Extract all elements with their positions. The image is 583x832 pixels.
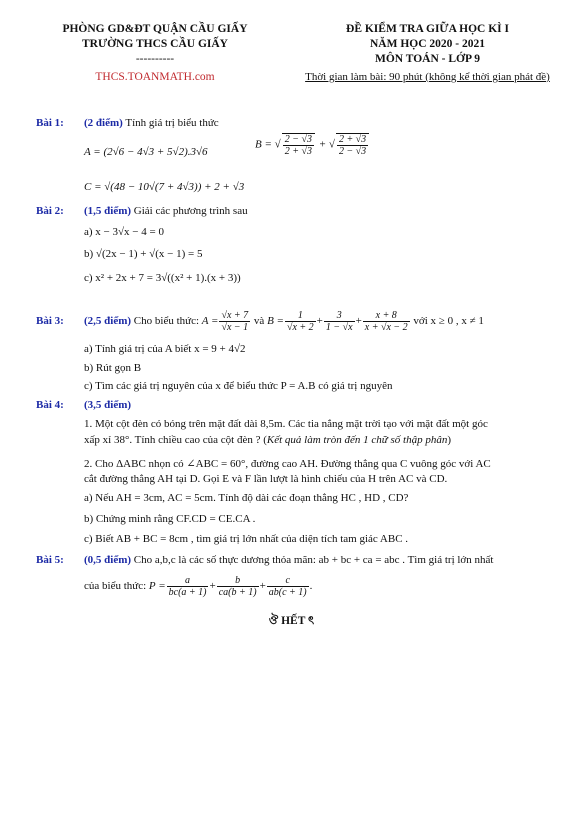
bai3-item-a: a) Tính giá trị của A biết x = 9 + 4√2 [84, 343, 246, 355]
subject: MÔN TOÁN - LỚP 9 [375, 53, 480, 65]
bai3-points: (2,5 điểm) [84, 315, 132, 328]
site-link[interactable]: THCS.TOANMATH.com [95, 71, 215, 83]
exam-title: ĐỀ KIỂM TRA GIỮA HỌC KÌ I [346, 23, 509, 35]
bai2-item-a: a) x − 3√x − 4 = 0 [84, 226, 164, 238]
bai3-prompt: Cho biểu thức: [133, 315, 200, 328]
bai4-part2-line2: cắt đường thẳng AH tại D. Gọi E và F lần lượt là hình chiếu của H trên AC và CD. [84, 473, 448, 485]
bai4-part2-line1: 2. Cho ΔABC nhọn có ∠ABC = 60°, đường cao AH. Đường thẳng qua C vuông góc với AC [84, 458, 491, 470]
bai1-B-frac-2: $\frac{2 + √3}{2 - √3}$ [336, 133, 369, 157]
bai1-B-frac-1: $\frac{2 - √3}{2 + √3}$ [282, 133, 315, 157]
bai5-line2: của biểu thức: P = $\frac{a}{bc(a + 1)}$ + $\frac{b}{ca(b + 1)}$ + $\frac{c}{ab(c + 1)}$ . [84, 575, 313, 598]
header-left [30, 22, 280, 85]
bai3-B-frac-1: $\frac{1}{√x + 2}$ [286, 310, 314, 333]
bai5-frac-2: $\frac{b}{ca(b + 1)}$ [218, 575, 257, 598]
bai2-label: Bài 2: [36, 205, 64, 217]
bai3-B-frac-2: $\frac{3}{1 - √x}$ [325, 310, 353, 333]
bai4-part1-line2: xấp xỉ 38°. Tính chiều cao của cột đèn ? (Kết quả làm tròn đến 1 chữ số thập phân) [84, 434, 452, 446]
bai2-points: (1,5 điểm) [84, 205, 132, 217]
bai3-B-frac-3: $\frac{x + 8}{x + √x - 2}$ [364, 310, 408, 333]
bai3-item-b: b) Rút gọn B [84, 362, 142, 374]
bai4-part1-line1: 1. Một cột đèn có bóng trên mặt đất dài 8,5m. Các tia nắng mặt trời tạo với mặt đất một góc [84, 418, 488, 430]
bai1-expr-A: A = (2√6 − 4√3 + 5√2).3√6 [84, 146, 208, 158]
bai3-label: Bài 3: [36, 315, 64, 328]
header-divider: ---------- [135, 53, 175, 65]
bai1-A-expression: (2√6 − 4√3 + 5√2).3√6 [103, 146, 208, 158]
bai3-item-c: c) Tìm các giá trị nguyên của x để biểu thức P = A.B có giá trị nguyên [84, 380, 393, 392]
header-right [300, 22, 555, 85]
bai3-heading: Bài 3: (2,5 điểm) Cho biểu thức: A = $\frac{√x + 7}{√x - 1}$ và B = $\frac{1}{√x + 2}$ + $\frac{3}{1 - √x}$ + $\frac{x + 8}{x + √x - 2}$ với x ≥ 0 , x ≠ 1 [36, 310, 484, 333]
bai4-heading [36, 398, 131, 412]
bai1-heading [36, 116, 219, 130]
bai4-points: (3,5 điểm) [84, 399, 132, 411]
bai5-line1: Cho a,b,c là các số thực dương thỏa mãn: ab + bc + ca = abc . Tìm giá trị lớn nhất [133, 554, 494, 566]
bai4-label: Bài 4: [36, 399, 64, 411]
bai5-frac-3: $\frac{c}{ab(c + 1)}$ [268, 575, 307, 598]
bai2-item-c: c) x² + 2x + 7 = 3√((x² + 1).(x + 3)) [84, 272, 241, 284]
department-name: PHÒNG GD&ĐT QUẬN CẦU GIẤY [62, 23, 248, 35]
bai1-expr-B: B = √ $\frac{2 - √3}{2 + √3}$ + √ $\frac{2 + √3}{2 - √3}$ [255, 133, 370, 157]
bai4-item-b: b) Chứng minh rằng CF.CD = CE.CA . [84, 513, 256, 525]
end-mark: ঔ HẾT ৎ [268, 615, 315, 627]
bai2-prompt: Giải các phương trình sau [133, 205, 248, 217]
bai3-condition: với x ≥ 0 , x ≠ 1 [413, 315, 484, 328]
bai5-label: Bài 5: [36, 554, 64, 566]
school-year: NĂM HỌC 2020 - 2021 [370, 38, 485, 50]
bai5-points: (0,5 điểm) [84, 554, 132, 566]
bai1-points: (2 điểm) [84, 117, 123, 129]
time-limit: Thời gian làm bài: 90 phút (không kể thời gian phát đề) [305, 71, 550, 83]
bai2-heading [36, 204, 248, 218]
bai4-item-a: a) Nếu AH = 3cm, AC = 5cm. Tính độ dài các đoạn thẳng HC , HD , CD? [84, 492, 409, 504]
bai2-item-b: b) √(2x − 1) + √(x − 1) = 5 [84, 248, 203, 260]
school-name: TRƯỜNG THCS CẦU GIẤY [81, 38, 228, 50]
bai1-expr-C: C = √(48 − 10√(7 + 4√3)) + 2 + √3 [84, 181, 245, 193]
bai1-label: Bài 1: [36, 117, 64, 129]
bai3-A-fraction: $\frac{√x + 7}{√x - 1}$ [221, 310, 249, 333]
bai1-prompt: Tính giá trị biểu thức [125, 117, 219, 129]
bai4-item-c: c) Biết AB + BC = 8cm , tìm giá trị lớn nhất của diện tích tam giác ABC . [84, 533, 409, 545]
bai5-heading [36, 553, 493, 567]
bai5-frac-1: $\frac{a}{bc(a + 1)}$ [168, 575, 207, 598]
